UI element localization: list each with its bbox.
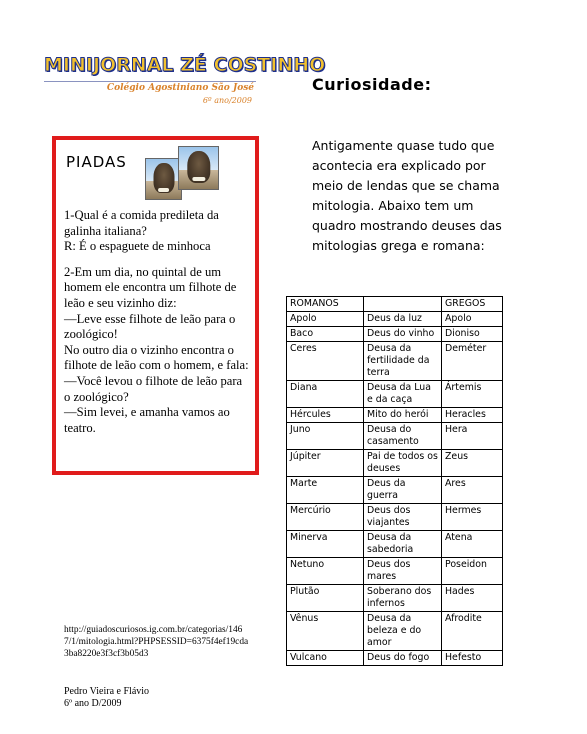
greek-god-cell: Apolo [442,312,503,327]
jokes-heading: PIADAS [66,153,127,171]
table-row [287,342,503,381]
jokes-box [52,136,259,475]
god-description-cell: Deus da guerra [364,477,442,504]
table-row [287,585,503,612]
roman-god-cell: Vênus [287,612,364,651]
roman-god-cell: Minerva [287,531,364,558]
roman-god-cell: Netuno [287,558,364,585]
roman-god-cell: Júpiter [287,450,364,477]
god-description-cell: Deus dos viajantes [364,504,442,531]
table-row [287,450,503,477]
god-description-cell: Deusa da Lua e da caça [364,381,442,408]
god-description-cell: Deusa do casamento [364,423,442,450]
jokes-body [64,208,250,446]
school-name: Colégio Agostiniano São José [106,83,254,93]
laughing-horse-photo [145,158,182,200]
mythology-table [286,296,503,666]
greek-god-cell: Ares [442,477,503,504]
table-row [287,327,503,342]
table-row [287,651,503,666]
laughing-horse-photo [178,146,219,190]
god-description-cell: Deusa da beleza e do amor [364,612,442,651]
masthead-divider [44,81,256,82]
god-description-cell: Mito do herói [364,408,442,423]
joke-2: 2-Em um dia, no quintal de um homem ele encontra um filhote de leão e seu vizinho diz: —Leve esse filhote de leão para o zoológico! No outro dia o vizinho encontra o filhote de leão com o homem, e fala: —Você levou o filhote de leão para o zoológico? —Sim levei, e amanha vamos ao teatro. [64,264,249,435]
greek-god-cell: Hera [442,423,503,450]
greek-god-cell: Zeus [442,450,503,477]
roman-god-cell: Marte [287,477,364,504]
table-row [287,423,503,450]
table-row [287,531,503,558]
table-row [287,312,503,327]
table-row [287,558,503,585]
greek-god-cell: Poseidon [442,558,503,585]
roman-god-cell: Apolo [287,312,364,327]
god-description-cell: Soberano dos infernos [364,585,442,612]
god-description-cell: Deus dos mares [364,558,442,585]
greek-god-cell: Deméter [442,342,503,381]
author-class: 6º ano D/2009 [64,698,122,709]
greek-god-cell: Dioniso [442,327,503,342]
roman-god-cell: Ceres [287,342,364,381]
table-header-row [287,297,503,312]
god-description-cell: Deus da luz [364,312,442,327]
greek-god-cell: Ártemis [442,381,503,408]
god-description-cell: Deusa da sabedoria [364,531,442,558]
roman-god-cell: Baco [287,327,364,342]
greek-god-cell: Hermes [442,504,503,531]
author-names: Pedro Vieira e Flávio [64,686,150,697]
god-description-cell: Deusa da fertilidade da terra [364,342,442,381]
table-row [287,477,503,504]
newspaper-logo-title: MINIJORNAL ZÉ COSTINHO [44,54,326,76]
masthead [44,54,326,110]
roman-god-cell: Vulcano [287,651,364,666]
table-row [287,381,503,408]
table-row [287,504,503,531]
authors [64,686,149,710]
class-year: 6º ano/2009 [202,96,252,105]
table-body [287,312,503,666]
table-row [287,612,503,651]
roman-god-cell: Mercúrio [287,504,364,531]
header-description [364,297,442,312]
greek-god-cell: Atena [442,531,503,558]
god-description-cell: Pai de todos os deuses [364,450,442,477]
curiosity-heading: Curiosidade: [312,75,432,94]
table-row [287,408,503,423]
roman-god-cell: Plutão [287,585,364,612]
source-url: http://guiadoscuriosos.ig.com.br/categorias/1467/1/mitologia.html?PHPSESSID=6375f4ef19cda3ba8220e3f3cf3b05d3 [64,625,249,659]
roman-god-cell: Juno [287,423,364,450]
god-description-cell: Deus do fogo [364,651,442,666]
greek-god-cell: Heracles [442,408,503,423]
joke-1: 1-Qual é a comida predileta da galinha italiana? R: É o espaguete de minhoca [64,208,219,254]
god-description-cell: Deus do vinho [364,327,442,342]
greek-god-cell: Afrodite [442,612,503,651]
header-gregos: GREGOS [442,297,503,312]
greek-god-cell: Hades [442,585,503,612]
roman-god-cell: Diana [287,381,364,408]
roman-god-cell: Hércules [287,408,364,423]
header-romanos: ROMANOS [287,297,364,312]
curiosity-text: Antigamente quase tudo que acontecia era explicado por meio de lendas que se chama mitologia. Abaixo tem um quadro mostrando deuses das mitologias grega e romana: [312,138,502,253]
greek-god-cell: Hefesto [442,651,503,666]
